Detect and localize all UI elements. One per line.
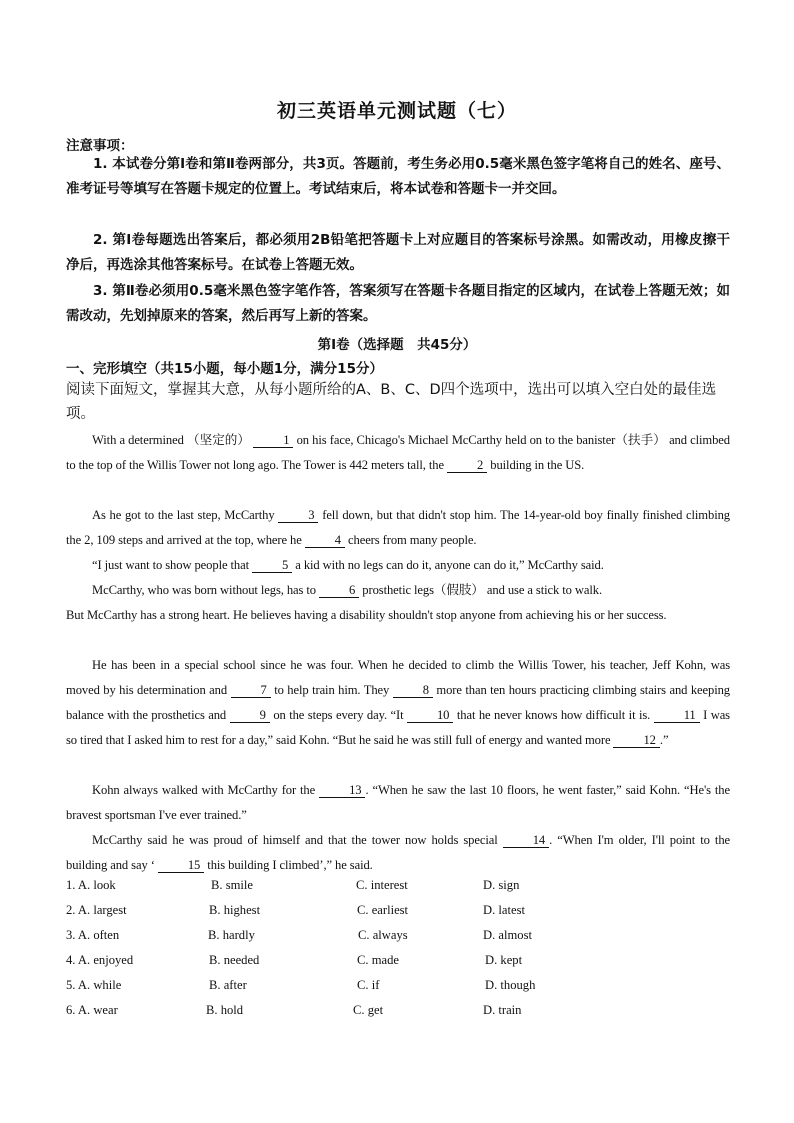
question-number-text: 5. — [66, 978, 76, 992]
option-a: A. largest — [77, 903, 127, 917]
passage-paragraph-4 — [66, 578, 730, 603]
blank-7: 7 — [231, 683, 271, 698]
notes-heading: 注意事项： — [66, 138, 134, 154]
passage-paragraph-7 — [66, 778, 730, 828]
option-c: C. interest — [356, 878, 408, 892]
passage-text: this building I climbed’,” he said. — [204, 858, 373, 872]
option-a: A. look — [77, 878, 116, 892]
option-a: A. while — [77, 978, 122, 992]
passage-paragraph-8 — [66, 828, 730, 878]
passage-text: Kohn always walked with McCarthy for the — [92, 783, 320, 797]
option-b: B. hardly — [208, 928, 255, 942]
question-number — [66, 878, 116, 893]
question-number — [66, 928, 119, 943]
blank-9: 9 — [230, 708, 270, 723]
blank-5: 5 — [252, 558, 292, 573]
option-b: B. smile — [211, 878, 253, 892]
option-c: C. always — [358, 928, 408, 942]
blank-3: 3 — [278, 508, 318, 523]
passage-text: McCarthy said he was proud of himself and that the tower now holds special — [92, 833, 503, 847]
question-number — [66, 978, 121, 993]
passage-text: building in the US. — [487, 458, 585, 472]
part-title: 第Ⅰ卷（选择题 共45分） — [317, 337, 477, 353]
question-2-options — [66, 903, 730, 928]
passage-text: . “When he saw the last 10 floors, he went faster,” said Kohn. “He's the bravest sportsman I've ever trained.” — [66, 783, 730, 822]
passage-text: McCarthy, who was born without legs, has to — [92, 583, 320, 597]
note-3: 3. 第Ⅱ卷必须用0.5毫米黑色签字笔作答，答案须写在答题卡各题目指定的区域内，在试卷上答题无效；如需改动，先划掉原来的答案，然后再写上新的答案。 — [66, 283, 730, 324]
question-number-text: 1. — [66, 878, 76, 892]
option-d: D. almost — [483, 928, 532, 942]
blank-2: 2 — [447, 458, 487, 473]
passage-paragraph-1 — [66, 428, 730, 478]
question-number — [66, 903, 127, 918]
blank-8: 8 — [393, 683, 433, 698]
option-a: A. often — [77, 928, 120, 942]
question-5-options — [66, 978, 730, 1003]
question-number-text: 2. — [66, 903, 76, 917]
blank-4: 4 — [305, 533, 345, 548]
question-number-text: 3. — [66, 928, 76, 942]
option-b: B. hold — [206, 1003, 244, 1017]
passage-text: He has been in a special school since he was four. When he decided to climb the Willis Tower, his teacher, Jeff Kohn, was moved by his determination and — [66, 658, 730, 697]
option-c: C. get — [353, 1003, 384, 1017]
passage-paragraph-2 — [66, 503, 730, 553]
question-4-options — [66, 953, 730, 978]
option-d: D. latest — [483, 903, 525, 917]
passage-paragraph-5: But McCarthy has a strong heart. He believes having a disability shouldn't stop anyone from achieving his or her success. — [66, 608, 667, 622]
page-title: 初三英语单元测试题（七） — [276, 100, 517, 122]
passage-text: As he got to the last step, McCarthy — [92, 508, 279, 522]
passage-paragraph-6 — [66, 653, 730, 753]
note-1: 1. 本试卷分第Ⅰ卷和第Ⅱ卷两部分，共3页。答题前，考生务必用0.5毫米黑色签字笔将自己的姓名、座号、准考证号等填写在答题卡规定的位置上。考试结束后，将本试卷和答题卡一并交回。 — [66, 156, 730, 197]
question-number-text: 6. — [66, 1003, 76, 1017]
passage-text: that he never knows how difficult it is. — [453, 708, 654, 722]
passage-text: more than ten hours practicing climbing stairs and keeping balance with the prosthetics and — [66, 683, 730, 722]
blank-14: 14 — [503, 833, 549, 848]
option-d: D. kept — [485, 953, 523, 967]
option-b: B. after — [209, 978, 247, 992]
blank-13: 13 — [319, 783, 365, 798]
instructions: 阅读下面短文，掌握其大意，从每小题所给的A、B、C、D四个选项中，选出可以填入空白处的最佳选项。 — [66, 382, 717, 422]
passage-text: cheers from many people. — [344, 533, 477, 547]
question-number-text: 4. — [66, 953, 76, 967]
option-a: A. wear — [77, 1003, 118, 1017]
passage-text: prosthetic legs（假肢） and use a stick to walk. — [359, 583, 603, 597]
passage-text: “I just want to show people that — [92, 558, 253, 572]
option-d: D. though — [485, 978, 536, 992]
question-number — [66, 1003, 118, 1018]
passage-text: to help train him. They — [270, 683, 393, 697]
passage-text: on the steps every day. “It — [269, 708, 407, 722]
option-b: B. highest — [209, 903, 261, 917]
section-title: 一、完形填空（共15小题，每小题1分，满分15分） — [66, 361, 383, 377]
passage-text: on his face, Chicago's Michael McCarthy held on to the banister（扶手） and climbed to the top of the Willis Tower not long ago. The Tower is 442 meters tall, the — [66, 433, 730, 472]
option-b: B. needed — [209, 953, 260, 967]
question-6-options — [66, 1003, 730, 1028]
passage-text: . “When I'm older, I'll point to the building and say ‘ — [66, 833, 730, 872]
option-d: D. sign — [483, 878, 520, 892]
blank-12: 12 — [613, 733, 659, 748]
passage-text: a kid with no legs can do it, anyone can do it,” McCarthy said. — [292, 558, 604, 572]
question-1-options — [66, 878, 730, 903]
blank-15: 15 — [158, 858, 204, 873]
option-a: A. enjoyed — [77, 953, 134, 967]
blank-11: 11 — [654, 708, 700, 723]
passage-text: I was so tired that I asked him to rest for a day,” said Kohn. “But he said he was still full of energy and wanted more — [66, 708, 730, 747]
passage-paragraph-3 — [66, 553, 730, 578]
option-d: D. train — [483, 1003, 522, 1017]
option-c: C. earliest — [357, 903, 409, 917]
blank-6: 6 — [319, 583, 359, 598]
passage-text: fell down, but that didn't stop him. The 14-year-old boy finally finished climbing the 2, 109 steps and arrived at the top, where he — [66, 508, 730, 547]
option-c: C. if — [357, 978, 380, 992]
passage-text: .” — [659, 733, 669, 747]
question-3-options — [66, 928, 730, 953]
blank-1: 1 — [253, 433, 293, 448]
option-c: C. made — [357, 953, 399, 967]
blank-10: 10 — [407, 708, 453, 723]
passage-text: With a determined （坚定的） — [92, 433, 254, 447]
note-2: 2. 第Ⅰ卷每题选出答案后，都必须用2B铅笔把答题卡上对应题目的答案标号涂黑。如需改动，用橡皮擦干净后，再选涂其他答案标号。在试卷上答题无效。 — [66, 232, 730, 273]
question-number — [66, 953, 133, 968]
